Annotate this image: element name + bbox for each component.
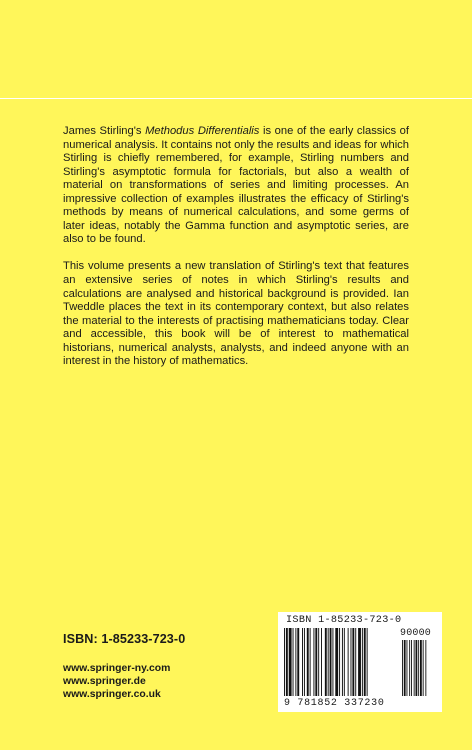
url-springer-ny[interactable]: www.springer-ny.com [63,663,171,674]
url-springer-de[interactable]: www.springer.de [63,676,146,688]
barcode-ean-digits: 9 781852 337230 [284,698,385,709]
isbn-label: ISBN: 1-85233-723-0 [63,632,186,646]
url-springer-uk[interactable]: www.springer.co.uk [63,689,161,701]
barcode-isbn-text: ISBN 1-85233-723-0 [286,615,402,626]
blurb-text [63,125,409,382]
blurb-paragraph-2: This volume presents a new translation of Stirling's text that features an extensive series of notes in which Stirling's results and calculations are analysed and historical background is provided. Ian Tweddle places the text in its contemporary context, but also relates the material to the interests of practising mathematicians today. Clear and accessible, this book will be of interest to mathematical historians, numerical analysts, analysts, and indeed anyone with an interest in the history of mathematics. [63,260,409,368]
book-title: Methodus Differentialis [145,125,260,137]
blurb-paragraph-1: James Stirling's Methodus Differentialis is one of the early classics of numerical analysis. It contains not only the results and ideas for which Stirling is chiefly remembered, for example, Stirling numbers and Stirling's asymptotic formula for factorials, but also a wealth of material on transformations of series and limiting processes. An impressive collection of examples illustrates the efficacy of Stirling's methods by means of numerical calculations, and some germs of later ideas, notably the Gamma function and asymptotic series, are also to be found. [63,125,409,246]
publisher-urls [63,662,170,702]
white-divider-line [0,98,472,99]
barcode-addon-digits: 90000 [400,628,432,639]
barcode-box [278,612,442,712]
